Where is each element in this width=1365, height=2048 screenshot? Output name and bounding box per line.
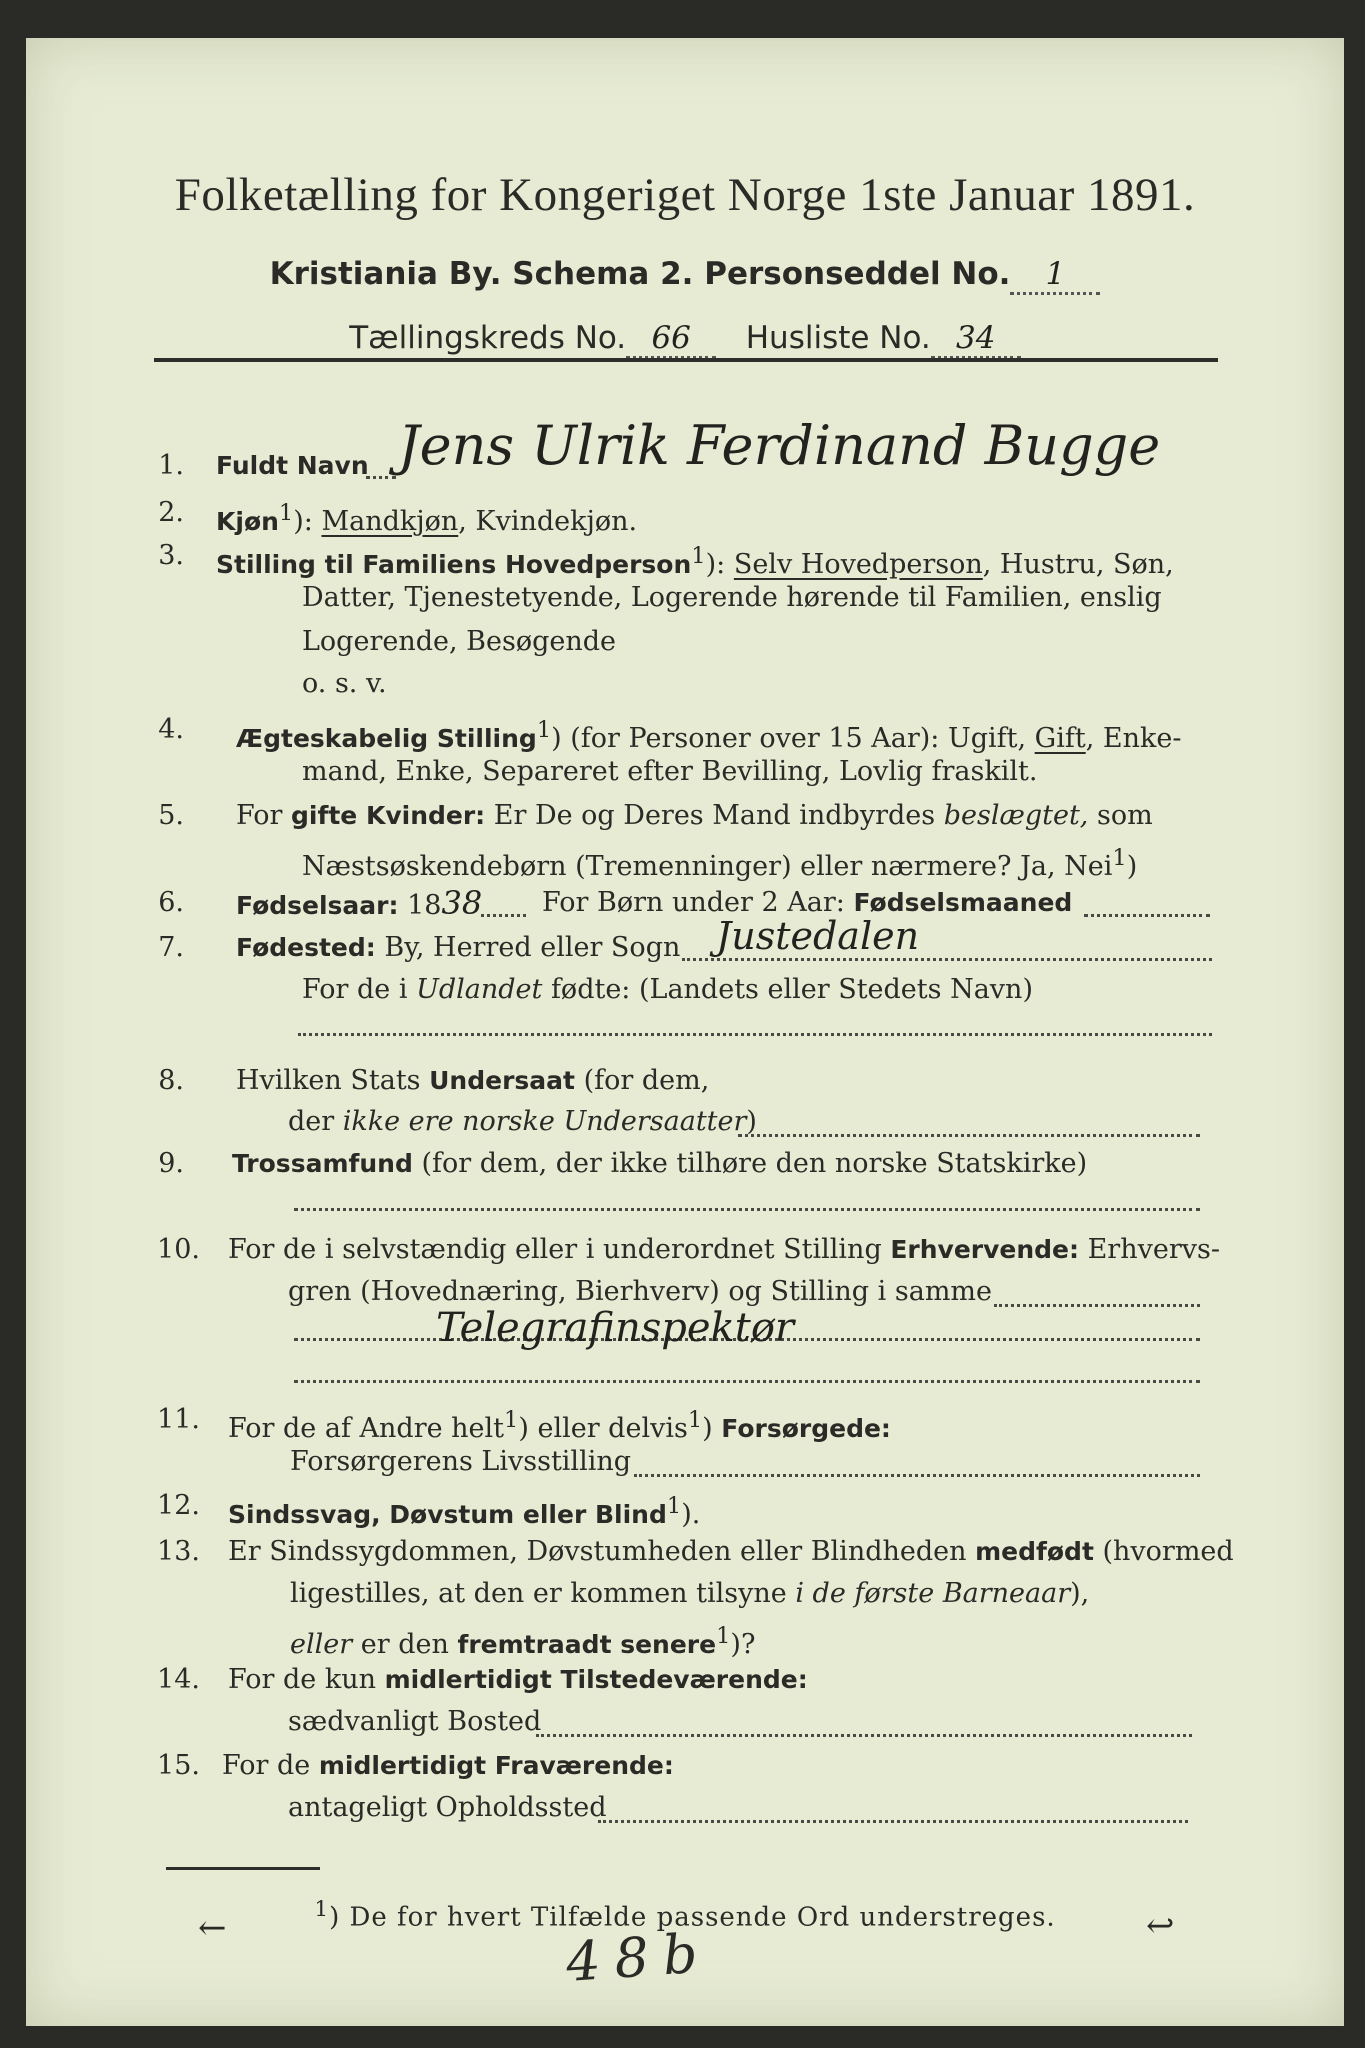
census-form	[26, 38, 1344, 2026]
q9-row	[232, 1144, 1087, 1184]
q6-year-value: 38	[441, 884, 483, 922]
q3-option-selected: Selv Hovedperson	[733, 549, 983, 580]
q15-line2: antageligt Opholdssted	[288, 1792, 607, 1823]
q5-line2	[302, 838, 1137, 887]
q15-number: 15.	[157, 1750, 200, 1781]
q13-line2-pre: ligestilles, at den er kommen tilsyne	[290, 1578, 796, 1609]
header-rule	[154, 358, 1218, 362]
husliste-no: 34	[956, 320, 996, 356]
q13-pre: Er Sindssygdommen, Døvstumheden eller Blindheden	[228, 1536, 976, 1567]
q3-number: 3.	[158, 540, 184, 571]
q1-row	[216, 446, 369, 486]
q12-row	[228, 1486, 700, 1535]
q14-row	[228, 1660, 808, 1700]
q6-label2: Fødselsmaaned	[853, 888, 1073, 917]
q14-number: 14.	[157, 1664, 200, 1695]
q4-label: Ægteskabelig Stilling	[236, 724, 537, 753]
q2-option-other: , Kvindekjøn.	[458, 506, 638, 537]
q12-number: 12.	[157, 1490, 200, 1521]
q12-post: ).	[681, 1499, 701, 1530]
q7-line2	[302, 970, 1033, 1010]
q13-number: 13.	[157, 1536, 200, 1567]
q5-row	[236, 796, 1153, 836]
q4-sup: 1	[536, 717, 552, 743]
q13-row	[228, 1532, 1234, 1572]
q8-row	[236, 1061, 709, 1101]
q3-colon: ):	[705, 549, 734, 580]
q6-number: 6.	[158, 887, 184, 918]
q5-pre: For	[236, 800, 292, 831]
personseddel-no: 1	[1045, 256, 1066, 292]
q8-post: (for dem,	[574, 1065, 710, 1096]
q4-post: , Enke-	[1085, 723, 1182, 754]
q6-year-prefix: 18	[398, 890, 442, 921]
q11-pre: For de af Andre helt	[228, 1413, 505, 1444]
q7-line2-italic: Udlandet	[416, 974, 543, 1005]
footnote-text: ) De for hvert Tilfælde passende Ord understreges.	[329, 1902, 1056, 1933]
corner-tick-left: ←	[198, 1908, 227, 1948]
q13-line3-label: fremtraadt senere	[457, 1630, 717, 1659]
q11-sup1: 1	[504, 1407, 519, 1433]
q8-label: Undersaat	[429, 1066, 575, 1095]
q11-dots	[634, 1474, 1200, 1477]
q10-line2: gren (Hovednæring, Bierhverv) og Stilling i samme	[288, 1276, 993, 1307]
q8-pre: Hvilken Stats	[236, 1065, 430, 1096]
taellingskreds-no: 66	[651, 320, 691, 356]
q3-line4: o. s. v.	[302, 668, 387, 699]
q3-line1-rest: , Hustru, Søn,	[982, 549, 1174, 580]
q5-line2-end: )	[1126, 851, 1138, 882]
q11-line2: Forsørgerens Livsstilling	[290, 1446, 632, 1477]
q13-line3-mid: er den	[352, 1629, 458, 1660]
q13-line3-sup: 1	[716, 1623, 731, 1649]
pencil-annotation: 48b	[563, 1921, 714, 1994]
q13-line2-post: ),	[1070, 1578, 1090, 1609]
q13-line3-italic: eller	[290, 1629, 353, 1660]
q7-label: Fødested:	[236, 933, 376, 962]
taellingskreds-label: Tællingskreds No.	[349, 320, 627, 356]
q7-foreign-dots	[298, 1033, 1212, 1036]
q3-sup: 1	[691, 543, 706, 569]
q9-label: Trossamfund	[232, 1149, 413, 1178]
q3-line3: Logerende, Besøgende	[302, 626, 616, 657]
q5-label: gifte Kvinder:	[291, 801, 486, 830]
schema-label: Kristiania By. Schema 2. Personseddel No.	[269, 256, 1011, 292]
husliste-label: Husliste No.	[745, 320, 931, 356]
q7-row	[236, 928, 680, 968]
schema-line	[26, 256, 1344, 295]
q2-sup: 1	[278, 500, 294, 526]
form-title: Folketælling for Kongeriget Norge 1ste Januar 1891.	[174, 169, 1196, 221]
q10-number: 10.	[157, 1234, 200, 1265]
q14-pre: For de kun	[228, 1664, 385, 1695]
q2-label: Kjøn	[216, 507, 279, 536]
q11-number: 11.	[157, 1404, 200, 1435]
q7-birthplace-value: Justedalen	[716, 914, 920, 958]
q15-label: midlertidigt Fraværende:	[318, 1751, 674, 1780]
q5-italic: beslægtet,	[943, 800, 1089, 831]
q6-mid: For Børn under 2 Aar:	[542, 887, 854, 918]
q11-label: Forsørgede:	[721, 1414, 891, 1443]
q7-number: 7.	[158, 932, 184, 963]
q8-line2-italic: ikke ere norske Undersaatter	[342, 1106, 747, 1137]
q14-dots	[536, 1734, 1192, 1737]
q6-label: Fødselsaar:	[236, 891, 399, 920]
q2-row	[216, 493, 637, 542]
q13-line3	[290, 1616, 755, 1665]
q1-dots	[366, 476, 396, 479]
q7-rest: By, Herred eller Sogn	[375, 932, 681, 963]
q4-option-selected: Gift	[1034, 723, 1086, 754]
q13-line3-post: )?	[730, 1629, 756, 1660]
q3-label: Stilling til Familiens Hovedperson	[216, 550, 692, 579]
q10-occupation-value: Telegrafinspektør	[436, 1305, 795, 1351]
q1-number: 1.	[158, 450, 184, 481]
q7-line2-post: fødte: (Landets eller Stedets Navn)	[542, 974, 1033, 1005]
q10-label: Erhvervende:	[890, 1235, 1080, 1264]
q6-month-dots	[1084, 914, 1210, 917]
q6-row	[236, 883, 482, 926]
q10-dots-1	[994, 1304, 1200, 1307]
q13-line2	[290, 1574, 1089, 1614]
q2-number: 2.	[158, 497, 184, 528]
q8-line2	[288, 1102, 757, 1142]
q5-line2-text: Næstsøskendebørn (Tremenninger) eller nærmere? Ja, Nei	[302, 851, 1113, 882]
district-line	[26, 320, 1344, 359]
q15-row	[222, 1746, 674, 1786]
q12-sup: 1	[666, 1493, 682, 1519]
footnote-sup: 1	[314, 1897, 330, 1922]
q8-line2-pre: der	[288, 1106, 343, 1137]
q1-label: Fuldt Navn	[216, 451, 369, 480]
q5-sup: 1	[1112, 845, 1127, 871]
q15-dots	[598, 1820, 1188, 1823]
q10-pre: For de i selvstændig eller i underordnet Stilling	[228, 1234, 891, 1265]
footnote-rule	[166, 1867, 320, 1870]
q5-number: 5.	[158, 800, 184, 831]
q10-row	[228, 1230, 1220, 1270]
q8-number: 8.	[158, 1065, 184, 1096]
q13-label: medfødt	[975, 1537, 1094, 1566]
q4-number: 4.	[158, 714, 184, 745]
q6-year-dots	[481, 914, 526, 917]
q5-post: som	[1088, 800, 1153, 831]
q11-mid2: )	[702, 1413, 722, 1444]
q7-dots	[682, 958, 1212, 961]
q2-colon: ):	[293, 506, 322, 537]
q11-mid: ) eller delvis	[518, 1413, 688, 1444]
q14-line2: sædvanligt Bosted	[288, 1706, 542, 1737]
q9-rest: (for dem, der ikke tilhøre den norske Statskirke)	[412, 1148, 1088, 1179]
q14-label: midlertidigt Tilstedeværende:	[384, 1665, 808, 1694]
q1-name-value: Jens Ulrik Ferdinand Bugge	[398, 414, 1161, 477]
q9-dots	[294, 1208, 1200, 1211]
q8-dots	[738, 1134, 1200, 1137]
q12-label: Sindssvag, Døvstum eller Blind	[228, 1500, 667, 1529]
q8-line2-post: )	[746, 1106, 757, 1137]
q10-post: Erhvervs-	[1079, 1234, 1220, 1265]
q3-line2: Datter, Tjenestetyende, Logerende hørende til Familien, enslig	[302, 582, 1162, 613]
q9-number: 9.	[158, 1148, 184, 1179]
q11-sup2: 1	[687, 1407, 703, 1433]
q2-option-selected: Mandkjøn	[321, 506, 459, 537]
q5-mid: Er De og Deres Mand indbyrdes	[485, 800, 944, 831]
q4-pre: ) (for Personer over 15 Aar): Ugift,	[551, 723, 1035, 754]
q15-pre: For de	[222, 1750, 319, 1781]
q13-line2-italic: i de første Barneaar	[795, 1578, 1071, 1609]
corner-tick-right: ↩	[1146, 1906, 1175, 1946]
q7-line2-pre: For de i	[302, 974, 417, 1005]
q13-post: (hvormed	[1093, 1536, 1234, 1567]
q4-line2: mand, Enke, Separeret efter Bevilling, Lovlig fraskilt.	[302, 756, 1038, 787]
q10-dots-3	[294, 1380, 1200, 1383]
